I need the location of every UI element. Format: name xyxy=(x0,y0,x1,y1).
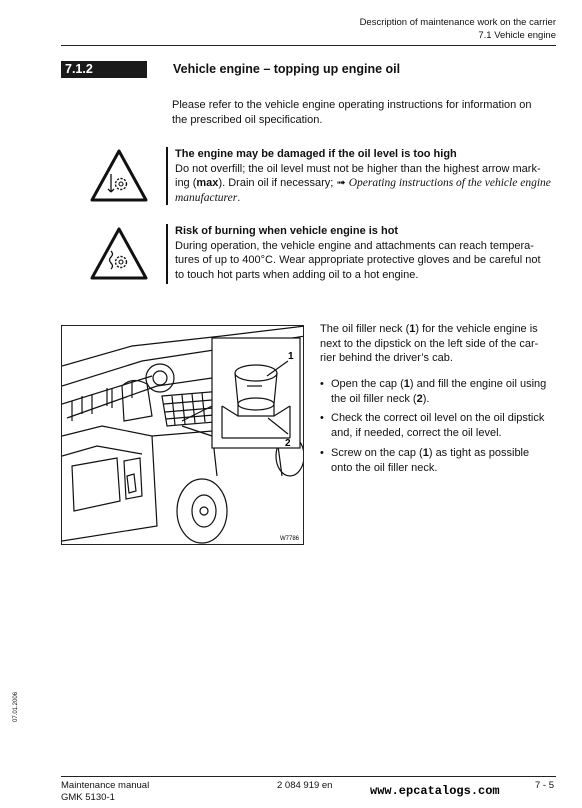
header-section-title: 7.1 Vehicle engine xyxy=(478,30,556,41)
section-number: 7.1.2 xyxy=(61,61,147,78)
warning-line: Do not overfill; the oil level must not be higher than the highest arrow mark- xyxy=(175,162,541,175)
bullet-icon: • xyxy=(320,378,324,390)
warning-line: tures of up to 400°C. Wear appropriate protective gloves and be careful not xyxy=(175,254,541,266)
reference-text: Operating instructions of the vehicle engine xyxy=(348,177,551,189)
intro-paragraph xyxy=(172,98,556,127)
figure-code: W7786 xyxy=(280,536,300,542)
callout-label: 1 xyxy=(288,351,294,362)
warning-bar xyxy=(166,147,168,205)
instruction-step: • Check the correct oil level on the oil dipstick and, if needed, correct the oil level. xyxy=(320,412,545,439)
footer-document-number: 2 084 919 en xyxy=(277,780,333,791)
description-line: next to the dipstick on the left side of the car- xyxy=(320,337,539,350)
max-label: max xyxy=(196,177,219,189)
warning-engine-damage xyxy=(175,147,560,205)
warning-line: ing (max). Drain oil if necessary; ➟ Operating instructions of the vehicle engine xyxy=(175,177,551,189)
warning-title: The engine may be damaged if the oil level is too high xyxy=(175,148,457,160)
warning-bar xyxy=(166,224,168,284)
bullet-icon: • xyxy=(320,447,324,459)
footer-manual-name: Maintenance manual xyxy=(61,780,150,791)
instruction-step: • Screw on the cap (1) as tight as possible onto the oil filler neck. xyxy=(320,447,530,474)
bullet-icon: • xyxy=(320,412,324,424)
oil-filler-description xyxy=(320,322,556,366)
warning-burn-risk xyxy=(175,224,560,282)
watermark-url: www.epcatalogs.com xyxy=(370,784,500,798)
section-title: Vehicle engine – topping up engine oil xyxy=(173,62,401,76)
intro-line: Please refer to the vehicle engine operating instructions for information on xyxy=(172,99,532,111)
footer-page-number: 7 - 5 xyxy=(534,780,554,791)
warning-line: During operation, the vehicle engine and attachments can reach tempera- xyxy=(175,239,534,252)
hot-surface-warning-icon xyxy=(89,226,149,281)
header-divider xyxy=(61,45,556,46)
intro-line: the prescribed oil specification. xyxy=(172,113,323,126)
footer-divider xyxy=(61,776,556,777)
footer-model: GMK 5130-1 xyxy=(61,792,115,803)
warning-triangle-icon xyxy=(89,148,149,203)
warning-line: to touch hot parts when adding oil to a hot engine. xyxy=(175,268,419,281)
callout-label: 2 xyxy=(285,438,291,449)
side-date: 07.01.2006 xyxy=(13,691,19,722)
description-line: The oil filler neck (1) for the vehicle engine is xyxy=(320,323,538,335)
warning-title: Risk of burning when vehicle engine is hot xyxy=(175,225,399,237)
instruction-step: • Open the cap (1) and fill the engine oil using the oil filler neck (2). xyxy=(320,378,547,405)
warning-line: manufacturer. xyxy=(175,191,241,204)
description-line: rier behind the driver’s cab. xyxy=(320,352,453,364)
engine-oil-filler-illustration xyxy=(61,325,304,545)
header-chapter-title: Description of maintenance work on the carrier xyxy=(359,17,556,28)
crane-carrier-drawing xyxy=(62,326,304,545)
reference-arrow-icon: ➟ xyxy=(336,177,346,189)
